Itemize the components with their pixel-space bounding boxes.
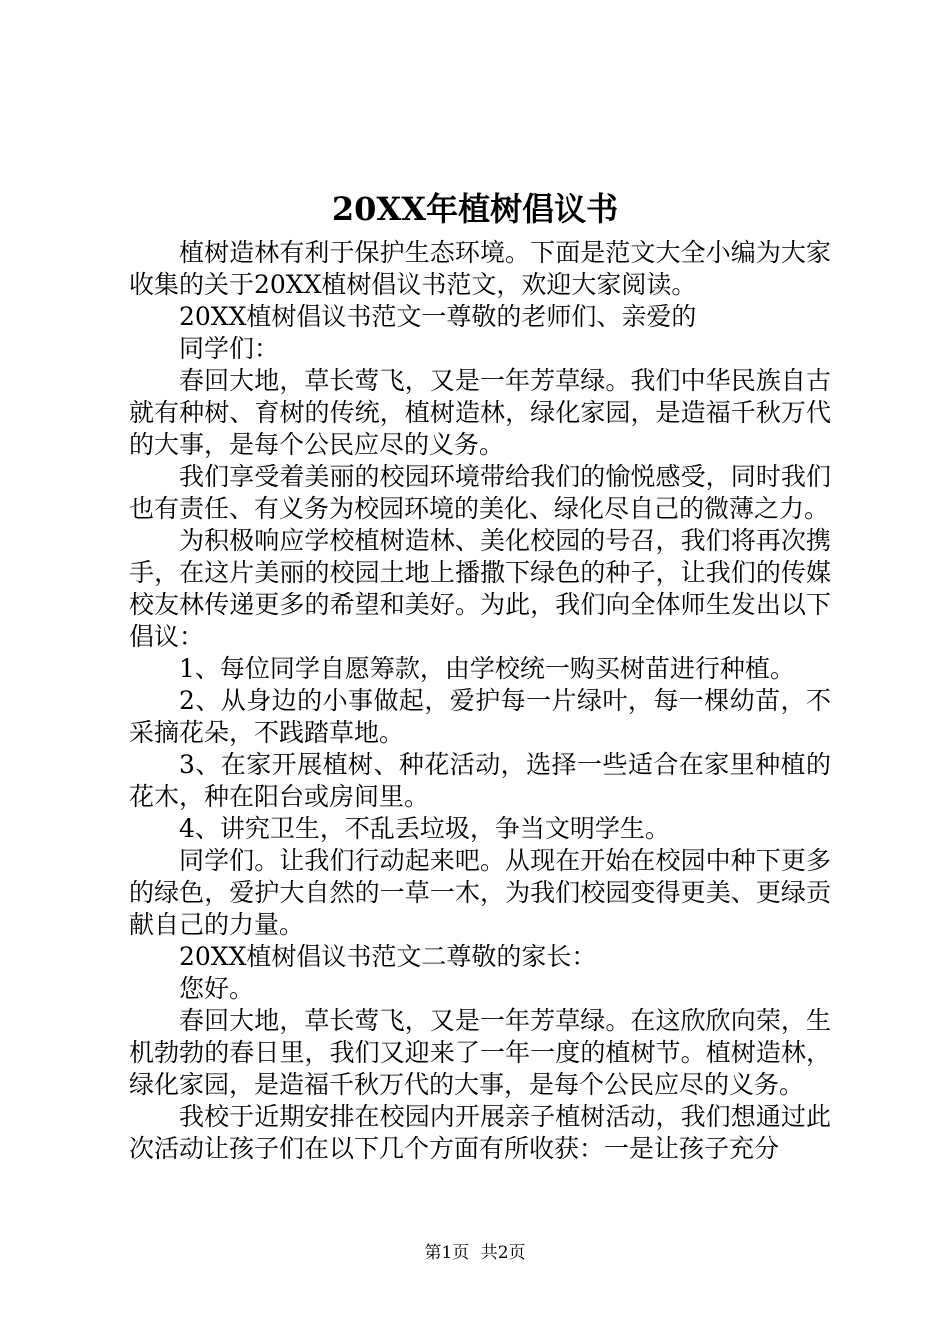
page-number: 第1页 xyxy=(424,1243,470,1263)
list-item: 1、每位同学自愿筹款，由学校统一购买树苗进行种植。 xyxy=(179,654,795,683)
document-body xyxy=(129,237,831,1165)
paragraph: 为积极响应学校植树造林、美化校园的号召，我们将再次携手，在这片美丽的校园土地上播撒下绿色的种子，让我们的传媒校友林传递更多的希望和美好。为此，我们向全体师生发出以下倡议： xyxy=(129,526,831,651)
paragraph: 春回大地，草长莺飞，又是一年芳草绿。我们中华民族自古就有种树、育树的传统，植树造林，绿化家园，是造福千秋万代的大事，是每个公民应尽的义务。 xyxy=(129,366,831,459)
paragraph: 20XX植树倡议书范文一尊敬的老师们、亲爱的 xyxy=(179,302,697,331)
document-title: 20XX年植树倡议书 xyxy=(331,190,619,228)
list-item: 4、讲究卫生，不乱丢垃圾，争当文明学生。 xyxy=(179,814,670,843)
paragraph: 您好。 xyxy=(179,974,255,1003)
paragraph: 同学们： xyxy=(179,334,280,363)
paragraph: 我校于近期安排在校园内开展亲子植树活动，我们想通过此次活动让孩子们在以下几个方面有所收获：一是让孩子充分 xyxy=(129,1102,831,1163)
page-footer xyxy=(0,1241,950,1265)
paragraph: 春回大地，草长莺飞，又是一年芳草绿。在这欣欣向荣，生机勃勃的春日里，我们又迎来了一年一度的植树节。植树造林，绿化家园，是造福千秋万代的大事，是每个公民应尽的义务。 xyxy=(129,1006,831,1099)
page-count: 共2页 xyxy=(480,1243,526,1263)
paragraph: 20XX植树倡议书范文二尊敬的家长： xyxy=(179,942,597,971)
paragraph: 我们享受着美丽的校园环境带给我们的愉悦感受，同时我们也有责任、有义务为校园环境的美化、绿化尽自己的微薄之力。 xyxy=(129,462,831,523)
paragraph: 同学们。让我们行动起来吧。从现在开始在校园中种下更多的绿色，爱护大自然的一草一木，为我们校园变得更美、更绿贡献自己的力量。 xyxy=(129,846,831,939)
list-item: 3、在家开展植树、种花活动，选择一些适合在家里种植的花木，种在阳台或房间里。 xyxy=(129,750,831,811)
list-item: 2、从身边的小事做起，爱护每一片绿叶，每一棵幼苗，不采摘花朵，不践踏草地。 xyxy=(129,686,831,747)
paragraph: 植树造林有利于保护生态环境。下面是范文大全小编为大家收集的关于20XX植树倡议书范文，欢迎大家阅读。 xyxy=(129,238,831,299)
